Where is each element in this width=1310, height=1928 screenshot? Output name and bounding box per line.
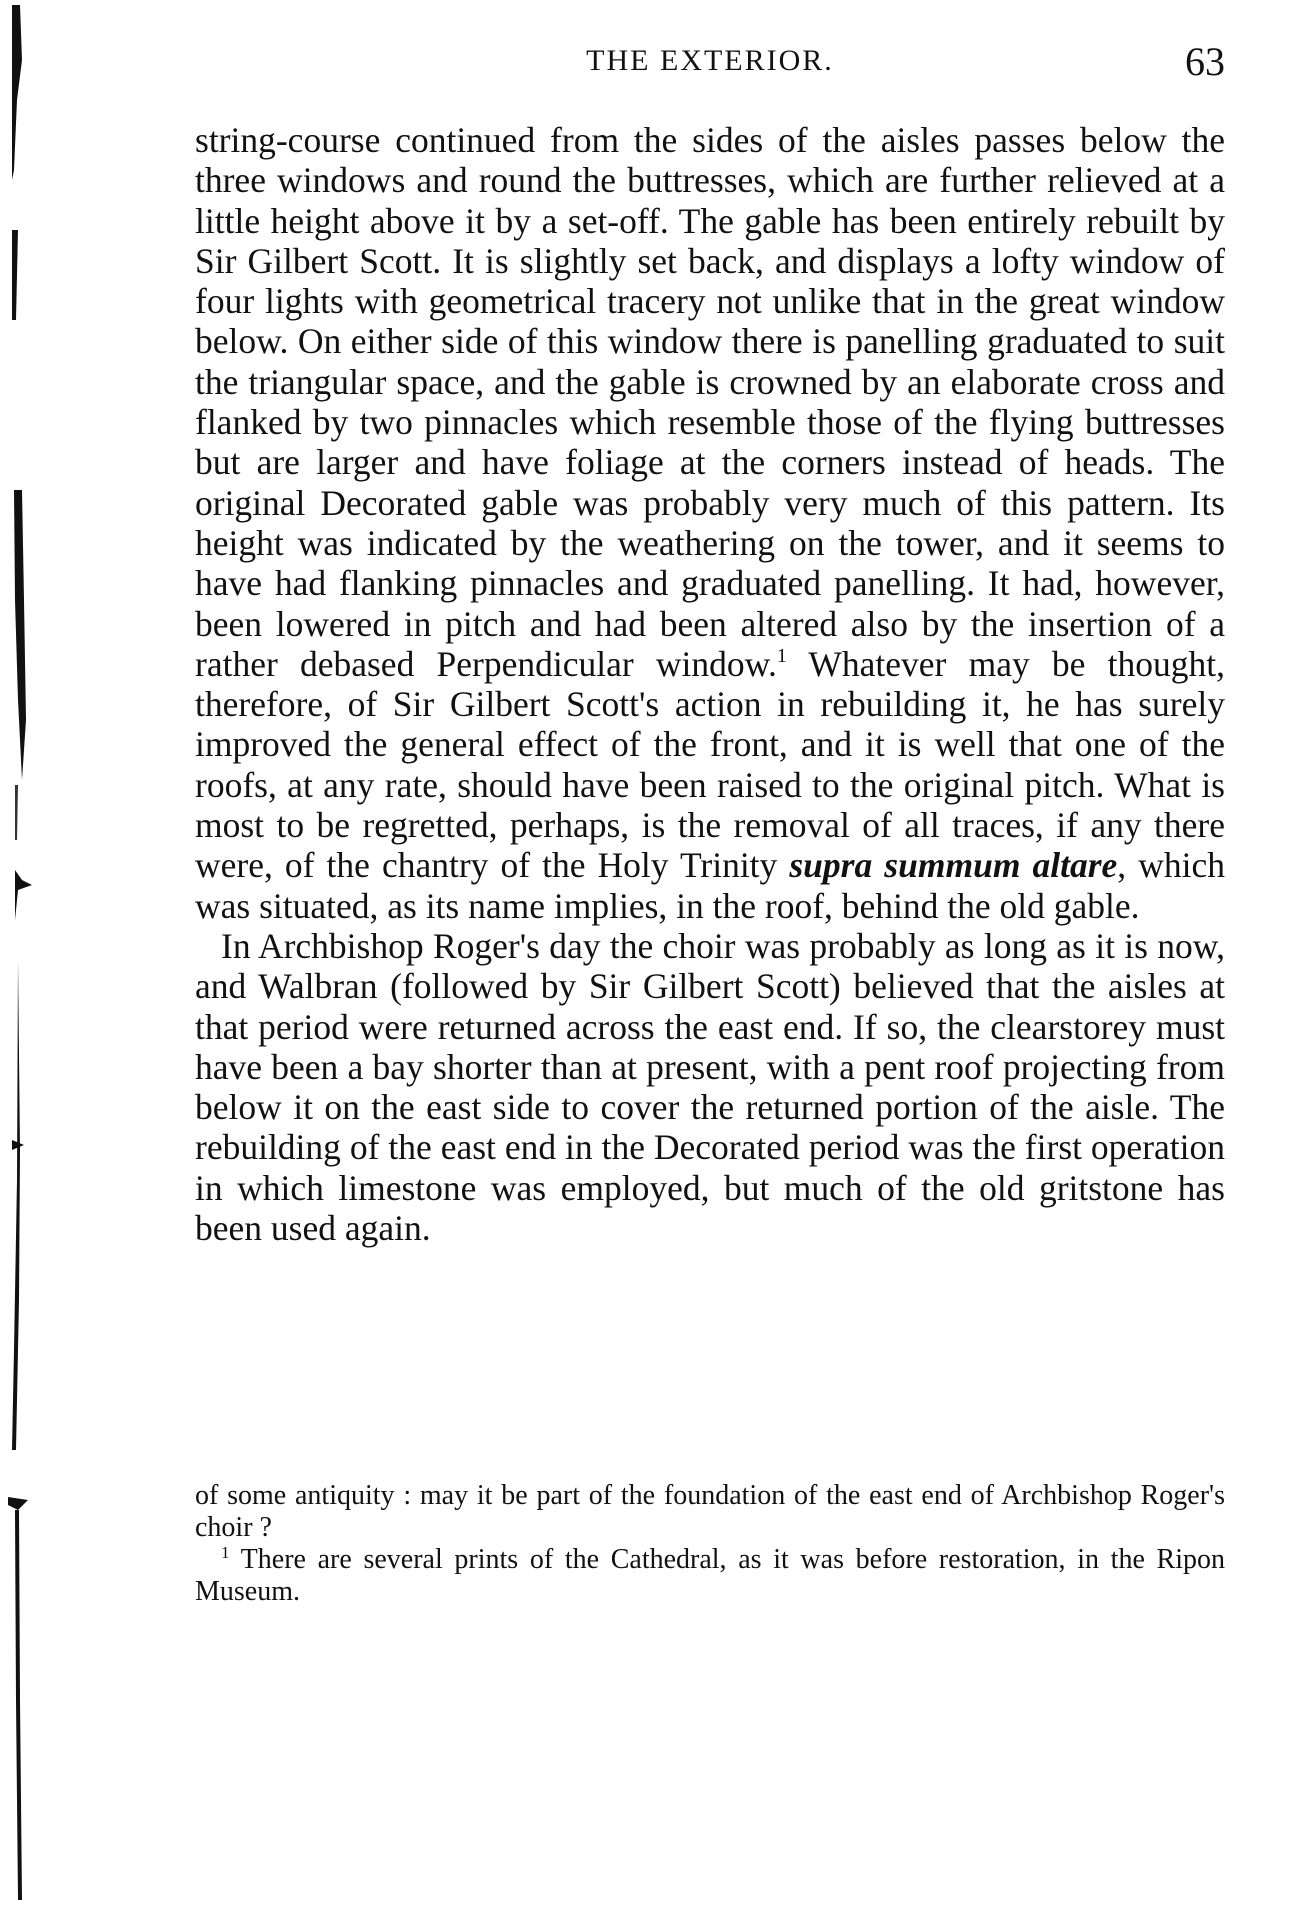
- footnote-continuation: of some antiquity : may it be part of the foundation of the east end of Archbishop Roger's choir ?: [195, 1480, 1225, 1543]
- footnote-ref: 1: [776, 644, 787, 667]
- running-title: THE EXTERIOR.: [586, 44, 834, 77]
- scan-margin-artifact: [0, 0, 40, 1928]
- text-run: Whatever may be thought, therefore, of Sir Gilbert Scott's action in rebuilding it, he has surely improved the general effect of the front, and it is well that one of the roofs, at any rate, should have been raised to the original pitch. What is most to be regretted, perhaps, is the removal of all traces, if any there were, of the chantry of the Holy Trinity: [195, 643, 1225, 886]
- footnote-marker: 1: [221, 1543, 230, 1562]
- running-head: [195, 38, 1225, 88]
- text-run: , which was situated, as its name implies, in the roof, behind the old gable.: [195, 845, 1225, 926]
- footnote: [195, 1544, 1225, 1608]
- paragraph: In Archbishop Roger's day the choir was probably as long as it is now, and Walbran (followed by Sir Gilbert Scott) believed that the aisles at that period were returned across the east end. If so, the clearstorey must have been a bay shorter than at present, with a pent roof projecting from below it on the east side to cover the returned portion of the aisle. The rebuilding of the east end in the Decorated period was the first operation in which limestone was employed, but much of the old gritstone has been used again.: [195, 925, 1225, 1249]
- paragraph: [195, 120, 1225, 926]
- text-run: string-course continued from the sides of the aisles passes below the three windows and round the buttresses, which are further relieved at a little height above it by a set-off. The gable has been entirely rebuilt by Sir Gilbert Scott. It is slightly set back, and displays a lofty window of four lights with geometrical tracery not unlike that in the great window below. On either side of this window there is panelling graduated to suit the triangular space, and the gable is crowned by an elaborate cross and flanked by two pinnacles which resemble those of the flying buttresses but are larger and have foliage at the corners instead of heads. The original Decorated gable was probably very much of this pattern. Its height was indicated by the weathering on the tower, and it seems to have had flanking pinnacles and graduated panelling. It had, however, been lowered in pitch and had been altered also by the insertion of a rather debased Perpendicular window.: [195, 120, 1225, 684]
- footnotes: [195, 1480, 1225, 1608]
- latin-phrase: supra summum altare: [789, 845, 1118, 886]
- body-text: [195, 120, 1225, 1248]
- page-number: 63: [1185, 39, 1225, 84]
- footnote-text: There are several prints of the Cathedral, as it was before restoration, in the Ripon Museum.: [195, 1544, 1225, 1607]
